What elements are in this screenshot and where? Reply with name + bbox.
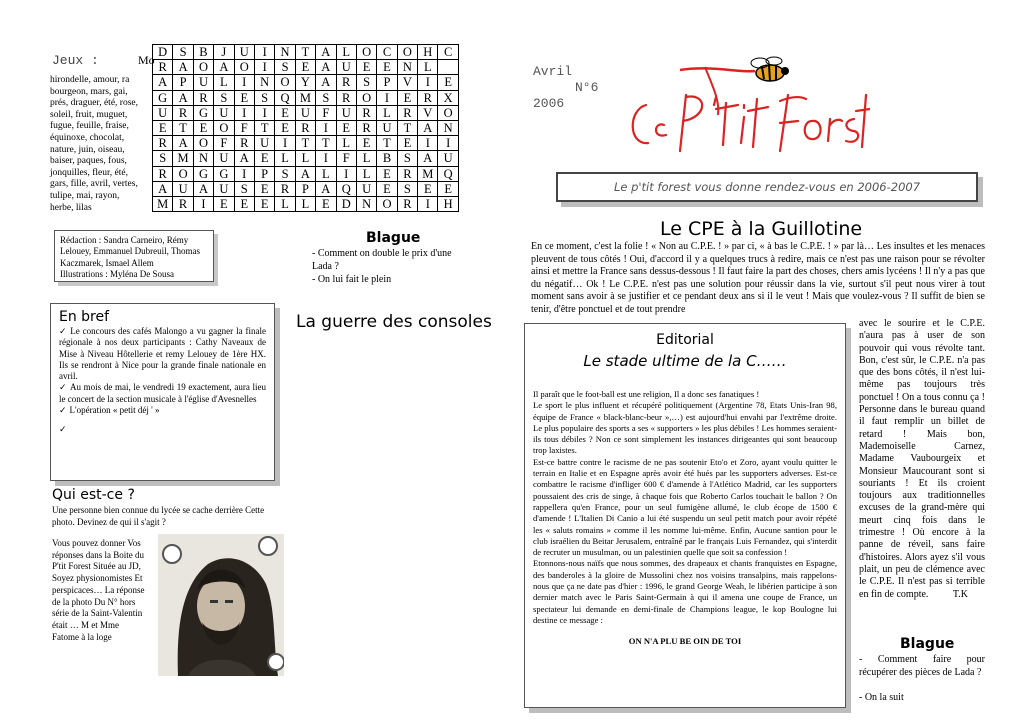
grid-cell: P <box>254 166 274 181</box>
editorial-quote: ON N'A PLU BE OIN DE TOI <box>628 636 742 647</box>
grid-cell: F <box>214 136 234 151</box>
grid-cell: S <box>214 90 234 105</box>
grid-cell: U <box>336 105 356 120</box>
grid-cell: U <box>214 151 234 166</box>
editorial-p1: Il paraît que le foot-ball est une religion, Il a donc ses fanatiques ! <box>533 389 760 399</box>
grid-cell: H <box>438 196 458 211</box>
grid-cell: S <box>173 45 193 60</box>
grid-cell: S <box>316 90 336 105</box>
grid-cell <box>438 60 458 75</box>
grid-cell: L <box>214 75 234 90</box>
grid-cell: E <box>254 196 274 211</box>
grid-cell: E <box>397 136 417 151</box>
editorial-title: Editorial <box>656 332 714 348</box>
grid-cell: I <box>275 136 295 151</box>
qui-est-ce-body: Vous pouvez donner Vos réponses dans la Boite du P'tit Forest Située au JD, Soyez physionomistes Et perspicaces… La réponse de la photo Du N° hors série de la Saint-Valentin était … M et Mme Fatome à la loge <box>52 538 145 642</box>
grid-cell: I <box>418 75 438 90</box>
grid-cell: U <box>234 45 254 60</box>
grid-cell: A <box>316 181 336 196</box>
grid-cell: R <box>295 120 315 135</box>
en-bref-item-2: ✓ Au mois de mai, le vendredi 19 exactement, aura lieu le concert de la section musicale à l'église d'Avesnelles <box>59 382 266 405</box>
grid-row <box>153 181 459 196</box>
grid-cell: O <box>377 196 397 211</box>
grid-cell: I <box>418 196 438 211</box>
grid-cell: E <box>193 120 213 135</box>
grid-cell: I <box>438 136 458 151</box>
grid-cell: E <box>356 60 376 75</box>
grid-cell: E <box>275 120 295 135</box>
grid-cell: L <box>356 166 376 181</box>
grid-cell: U <box>377 120 397 135</box>
blague1-question: - Comment on double le prix d'une Lada ? <box>312 248 452 272</box>
grid-cell: I <box>193 196 213 211</box>
grid-cell: B <box>193 45 213 60</box>
en-bref-box <box>50 303 275 481</box>
grid-cell: I <box>234 166 254 181</box>
grid-cell: U <box>153 105 173 120</box>
jeux-truncated: Mo <box>138 53 155 67</box>
grid-cell: L <box>275 196 295 211</box>
en-bref-item-3: ✓ L'opération « petit déj ' » <box>59 405 266 416</box>
grid-cell: N <box>193 151 213 166</box>
grid-cell: A <box>234 151 254 166</box>
grid-cell: A <box>316 45 336 60</box>
grid-cell: A <box>193 181 213 196</box>
credits-editors: Rédaction : Sandra Carneiro, Rémy Lelouey, Emmanuel Dubreuil, Thomas Kaczmarek, Ismael Allem <box>60 235 200 268</box>
mystery-photo <box>158 534 284 676</box>
grid-cell: R <box>173 105 193 120</box>
editorial-p2: Le sport le plus influent et récupéré politiquement (Argentine 78, Etats Unis-Iran 98, équipe de France « black-blanc-beur »,…) est aujourd'hui envahi par l'extrême droite. Le plus populaire des sports a ses « supporters » les plus débiles ! Les hommes seraient-ils tous débiles ? Non ce sont simplement les instances dirigeantes qui sont beaucoup trop laxistes. <box>533 400 837 456</box>
blague1-title: Blague <box>366 230 421 246</box>
grid-cell: U <box>295 105 315 120</box>
grid-cell: R <box>356 105 376 120</box>
credits-illustrations: Illustrations : Myléna De Sousa <box>60 268 174 279</box>
grid-cell: U <box>193 75 213 90</box>
grid-cell: N <box>397 60 417 75</box>
logo-drawing <box>620 55 870 170</box>
grid-cell: T <box>316 136 336 151</box>
grid-cell: V <box>397 75 417 90</box>
grid-cell: M <box>418 166 438 181</box>
grid-cell: S <box>356 75 376 90</box>
grid-cell: I <box>316 120 336 135</box>
grid-cell: R <box>356 120 376 135</box>
grid-cell: O <box>356 45 376 60</box>
grid-cell: A <box>295 166 315 181</box>
grid-cell: O <box>275 75 295 90</box>
en-bref-title: En bref <box>59 309 110 325</box>
grid-cell: E <box>316 196 336 211</box>
editorial-box <box>524 323 846 708</box>
blague2-answer: - On la suit <box>859 692 904 703</box>
grid-cell: N <box>438 120 458 135</box>
grid-cell: Q <box>336 181 356 196</box>
grid-cell: T <box>295 136 315 151</box>
grid-cell: R <box>397 105 417 120</box>
grid-cell: I <box>316 151 336 166</box>
grid-cell: R <box>153 166 173 181</box>
grid-cell: S <box>397 181 417 196</box>
grid-cell: E <box>418 181 438 196</box>
grid-cell: I <box>254 105 274 120</box>
grid-cell: A <box>173 90 193 105</box>
grid-cell: T <box>377 136 397 151</box>
word-search-grid <box>152 44 459 212</box>
grid-cell: U <box>438 151 458 166</box>
grid-cell: I <box>377 90 397 105</box>
grid-cell: U <box>356 181 376 196</box>
grid-cell: Q <box>275 90 295 105</box>
grid-cell: E <box>234 90 254 105</box>
grid-cell: F <box>316 105 336 120</box>
grid-cell: J <box>214 45 234 60</box>
grid-cell: A <box>173 136 193 151</box>
grid-cell: I <box>254 60 274 75</box>
grid-cell: P <box>295 181 315 196</box>
grid-cell: E <box>438 181 458 196</box>
tagline: Le p'tit forest vous donne rendez-vous en 2006-2007 <box>613 180 921 194</box>
grid-row <box>153 45 459 60</box>
grid-cell: I <box>336 166 356 181</box>
grid-cell: I <box>234 105 254 120</box>
grid-cell: C <box>377 45 397 60</box>
grid-cell: R <box>397 166 417 181</box>
grid-cell: A <box>316 75 336 90</box>
grid-cell: E <box>254 181 274 196</box>
grid-row <box>153 90 459 105</box>
grid-cell: N <box>254 75 274 90</box>
grid-cell: S <box>234 181 254 196</box>
grid-cell: E <box>397 90 417 105</box>
grid-cell: T <box>295 45 315 60</box>
grid-cell: R <box>275 181 295 196</box>
grid-cell: T <box>173 120 193 135</box>
grid-cell: U <box>336 60 356 75</box>
editorial-subtitle: Le stade ultime de la C…… <box>583 352 787 370</box>
grid-cell: N <box>356 196 376 211</box>
grid-cell: G <box>153 90 173 105</box>
grid-row <box>153 105 459 120</box>
grid-cell: L <box>418 60 438 75</box>
grid-cell: R <box>153 136 173 151</box>
grid-cell: E <box>377 60 397 75</box>
grid-cell: T <box>397 120 417 135</box>
grid-cell: E <box>275 105 295 120</box>
grid-row <box>153 151 459 166</box>
grid-cell: S <box>254 90 274 105</box>
grid-cell: H <box>418 45 438 60</box>
grid-cell: V <box>418 105 438 120</box>
consoles-title: La guerre des consoles <box>296 312 492 332</box>
grid-cell: L <box>356 151 376 166</box>
en-bref-item-1: ✓ Le concours des cafés Malongo a vu gagner la finale régionale à nos deux participants : Cathy Naveaux de Mise à Niveau Hôtellerie et remy Lelouey de 1ère HX. Ils se rendront à Nice pour la grande finale nationale en avril. <box>59 326 266 382</box>
grid-cell: L <box>295 196 315 211</box>
grid-cell: L <box>377 105 397 120</box>
grid-cell: A <box>173 60 193 75</box>
issue-month: Avril <box>533 64 573 79</box>
cpe-column <box>859 318 985 601</box>
grid-cell: U <box>214 181 234 196</box>
grid-row <box>153 75 459 90</box>
grid-cell: E <box>153 120 173 135</box>
grid-cell: E <box>356 136 376 151</box>
grid-cell: A <box>153 181 173 196</box>
grid-cell: E <box>438 75 458 90</box>
qui-est-ce-intro: Une personne bien connue du lycée se cache derrière Cette photo. Devinez de qui il s'agit ? <box>52 505 265 527</box>
grid-cell: M <box>295 90 315 105</box>
editorial-p4: Etonnons-nous naïfs que nous sommes, des drapeaux et chants franquistes en Espagne, des banderoles à la gloire de Mussolini chez nos voisins transalpins, mais rappelons-nous que ça ne date pas d'hier : 1996, le grand George Weah, le libérien participe à son dernier match avec le Paris Saint-Germain à qui il amena une coupe de France, un spectateur lui demande en demi-finale de Champions league, le kop Boulogne lui destine ce message : <box>533 558 837 625</box>
grid-cell: S <box>275 60 295 75</box>
grid-cell: O <box>234 60 254 75</box>
grid-cell: R <box>418 90 438 105</box>
grid-cell: E <box>377 166 397 181</box>
grid-cell: I <box>418 136 438 151</box>
grid-cell: E <box>377 181 397 196</box>
grid-cell: A <box>153 75 173 90</box>
grid-cell: X <box>438 90 458 105</box>
grid-cell: G <box>214 166 234 181</box>
grid-cell: P <box>377 75 397 90</box>
cpe-title: Le CPE à la Guillotine <box>660 218 863 240</box>
blague2-question: - Comment faire pour récupérer des pièces de Lada ? <box>859 654 985 678</box>
grid-cell: U <box>214 105 234 120</box>
grid-cell: I <box>254 45 274 60</box>
grid-cell: B <box>377 151 397 166</box>
grid-cell: O <box>173 166 193 181</box>
grid-cell: O <box>438 105 458 120</box>
grid-cell: N <box>275 45 295 60</box>
grid-cell: E <box>254 151 274 166</box>
grid-cell: R <box>336 75 356 90</box>
grid-cell: U <box>254 136 274 151</box>
cpe-signature: T.K <box>952 588 969 600</box>
grid-cell: O <box>214 120 234 135</box>
grid-cell: S <box>153 151 173 166</box>
grid-cell: I <box>234 75 254 90</box>
grid-cell: A <box>418 120 438 135</box>
cpe-intro: En ce moment, c'est la folie ! « Non au C.P.E. ! » par ci, « à bas le C.P.E. ! » par là… Les insultes et les menaces pleuvent de tous côtés ! Oui, d'accord il y a quelques trucs à redire, mais ce n'est pas une raison pour se révolter ainsi et mettre la France sans dessus-dessous ! Il faut faire la part des choses, chers amis lycéens ! Il n'y a pas que du négatif… Ok ! Le C.P.E. n'est pas une solution pour réussir dans la vie, surtout s'il peut nous virer à tout moment sans avoir à se justifier et ce pendant deux ans si il le veut ! Mais que voulez-vous ? Il suffit de bien se tenir, d'être ponctuel et de tout prendre <box>531 241 985 315</box>
grid-cell: R <box>193 90 213 105</box>
grid-cell: D <box>153 45 173 60</box>
grid-cell: L <box>316 166 336 181</box>
grid-cell: D <box>336 196 356 211</box>
grid-cell: L <box>275 151 295 166</box>
grid-row <box>153 120 459 135</box>
grid-cell: O <box>193 60 213 75</box>
grid-cell: A <box>316 60 336 75</box>
grid-cell: C <box>438 45 458 60</box>
grid-cell: R <box>173 196 193 211</box>
editorial-p3: Est-ce battre contre le racisme de ne pas soutenir Eto'o et Zoro, ayant voulu quitter le terrain en Italie et en Espagne après avoir été hués par les supporters adverses. Est-ce combattre le racisme d'infliger 600 € d'amende à l'Atlético Madrid, car les supporters poussaient des cris de singe, à chaque fois que Roberto Carlos touchait le ballon ? On rappellera qu'en France, pour un seul fumigène allumé, le club écope de 1500 € d'amende ! L'Italien Di Canio a lui été suspendu un seul petit match pour avoir répété les « saluts romains » comme il les nomme lui-même. Enfin, Aucune santion pour le club israélien du Beitar Jerusalem, entraîné par le français Luis Fernandez, qui s'interdit de recruter un musulman, ou un palestinien quelle que soit sa confession ! <box>533 456 837 558</box>
grid-row <box>153 136 459 151</box>
grid-cell: F <box>336 151 356 166</box>
grid-cell: E <box>336 120 356 135</box>
grid-cell: Q <box>438 166 458 181</box>
blague2-title: Blague <box>900 636 955 652</box>
grid-cell: L <box>336 45 356 60</box>
grid-cell: A <box>418 151 438 166</box>
tagline-box <box>556 172 978 202</box>
grid-cell: M <box>153 196 173 211</box>
grid-cell: R <box>336 90 356 105</box>
grid-cell: E <box>295 60 315 75</box>
grid-row <box>153 166 459 181</box>
jeux-word-list: hirondelle, amour, ra bourgeon, mars, gai, prés, draguer, été, rose, soleil, fruit, muguet, fugue, feuille, fraise, équinoxe, chocolat, nature, juin, oiseau, baiser, paques, fous, jonquilles, fleur, été, gars, fille, avril, vertes, tulipe, mai, rayon, herbe, lilas <box>50 75 138 213</box>
jeux-label: Jeux : <box>52 53 99 68</box>
grid-cell: T <box>254 120 274 135</box>
grid-cell: S <box>397 151 417 166</box>
grid-cell: L <box>295 151 315 166</box>
grid-cell: O <box>397 45 417 60</box>
grid-row <box>153 60 459 75</box>
grid-cell: L <box>336 136 356 151</box>
grid-cell: Y <box>295 75 315 90</box>
grid-cell: E <box>234 196 254 211</box>
grid-cell: R <box>234 136 254 151</box>
grid-cell: E <box>214 196 234 211</box>
grid-cell: G <box>193 166 213 181</box>
grid-cell: S <box>275 166 295 181</box>
grid-cell: M <box>173 151 193 166</box>
cpe-column-text: avec le sourire et le C.P.E. n'aura pas à user de son pouvoir qui vous révolte tant. Bon, c'est sûr, le C.P.E. n'a pas que des bons côtés, il n'est lui-même pas toujours très ponctuel ! On a tous connu ça ! Personne dans le bureau quand il faut remplir un billet de retard ! Mais bon, Mademoiselle Carnez, Madame Vaubourgeix et Monsieur Maucourant sont si souriants ! Et ils croient toujours aux traditionnelles excuses de la grand-mère qui meurt cinq fois dans le trimestre ! Où encore à la panne de réveil, sans faire d'histoires. Alors ayez s'il vous plait, un peu de clémence avec le C.P.E. Il n'est pas si terrible en fin de compte. <box>859 318 985 600</box>
blague1-answer: - On lui fait le plein <box>312 274 392 285</box>
grid-cell: R <box>153 60 173 75</box>
issue-number: N°6 <box>575 80 599 95</box>
grid-cell: R <box>397 196 417 211</box>
grid-cell: O <box>356 90 376 105</box>
bee-icon <box>751 57 789 81</box>
grid-cell: F <box>234 120 254 135</box>
grid-cell: G <box>193 105 213 120</box>
grid-cell: A <box>214 60 234 75</box>
en-bref-item-4 <box>59 424 266 435</box>
grid-row <box>153 196 459 211</box>
grid-cell: U <box>173 181 193 196</box>
issue-year: 2006 <box>533 96 565 111</box>
grid-cell: P <box>173 75 193 90</box>
credits-box <box>54 230 214 282</box>
qui-est-ce-title: Qui est-ce ? <box>52 487 135 503</box>
grid-cell: O <box>193 136 213 151</box>
